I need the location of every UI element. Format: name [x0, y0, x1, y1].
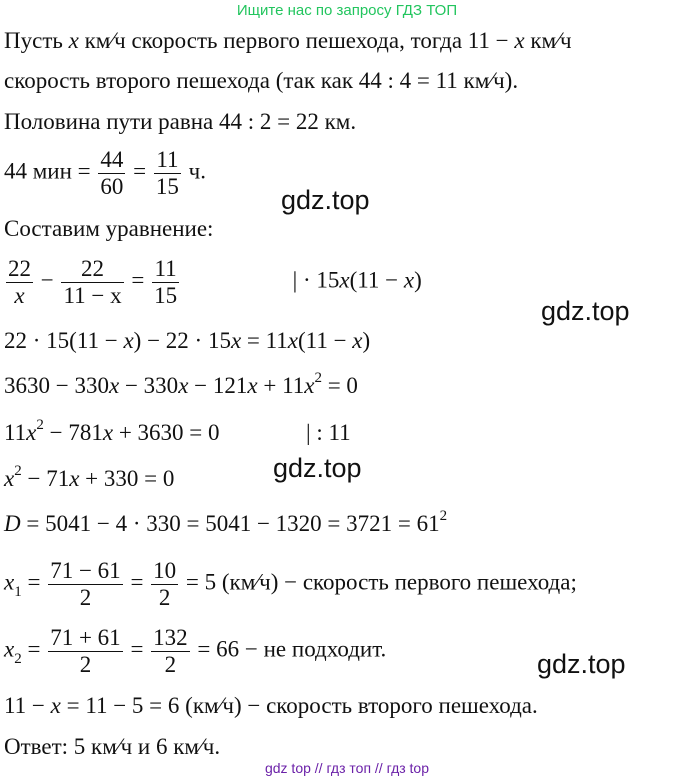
line-1: Пусть x км⁄ч скорость первого пешехода, тогда 11 − x км⁄ч	[4, 28, 572, 53]
fraction: $\frac{44}{60}$	[100, 147, 124, 199]
fraction: $\frac{22}{11 - x}$	[63, 256, 122, 308]
line-3: Половина пути равна 44 : 2 = 22 км.	[4, 109, 357, 134]
footer-banner: gdz top // гдз топ // гдз top	[264, 760, 430, 776]
fraction: $\frac{11}{15}$	[155, 147, 179, 199]
line-2: скорость второго пешехода (так как 44 : 4 = 11 км⁄ч).	[4, 68, 519, 93]
line-11-discriminant: $D = 5041 - 4 \cdot 330 = 5041 - 1320 = 3721 = 61^2$	[4, 508, 448, 536]
line-5: Составим уравнение:	[4, 216, 214, 241]
fraction: $\frac{22}{x}$	[8, 256, 31, 308]
line-7: 22 · 15(11 − x) − 22 · 15x = 11x(11 − x)	[4, 328, 371, 353]
fraction: $\frac{71 - 61}{2}$	[50, 558, 121, 610]
watermark: gdz.top	[281, 185, 370, 215]
line-9: $11x^2 - 781x + 3630 = 0$ | : 11	[4, 417, 351, 445]
header-banner: Ищите нас по запросу ГДЗ ТОП	[236, 2, 458, 19]
line-14: 11 − x = 11 − 5 = 6 (км⁄ч) − скорость второго пешехода.	[4, 693, 538, 718]
fraction: $\frac{10}{2}$	[153, 558, 177, 610]
line-12-root-1: $x_1$ = $\frac{71 - 61}{2}$ = $\frac{10}{2}$ = 5 (км⁄ч) − скорость первого пешехода;	[4, 558, 577, 610]
line-13-root-2: $x_2$ = $\frac{71 + 61}{2}$ = $\frac{132}{2}$ = 66 − не подходит.	[4, 625, 387, 677]
line-15-answer: Ответ: 5 км⁄ч и 6 км⁄ч.	[4, 734, 221, 759]
line-8: $3630 - 330x - 330x - 121x + 11x^2 = 0$	[4, 370, 358, 398]
watermark: gdz.top	[273, 453, 362, 483]
line-4-minutes-to-hours: 44 мин = $\frac{44}{60}$ = $\frac{11}{15}$ ч.	[4, 147, 206, 199]
fraction: $\frac{132}{2}$	[153, 625, 188, 677]
watermark: gdz.top	[541, 296, 630, 326]
line-6-equation: $\frac{22}{x}$ − $\frac{22}{11 - x}$ = $\frac{11}{15}$ | · 15x(11 − x)	[8, 256, 422, 308]
fraction: $\frac{71 + 61}{2}$	[50, 625, 121, 677]
fraction: $\frac{11}{15}$	[154, 256, 178, 308]
line-10: $x^2 - 71x + 330 = 0$	[4, 463, 175, 491]
watermark: gdz.top	[537, 649, 626, 679]
